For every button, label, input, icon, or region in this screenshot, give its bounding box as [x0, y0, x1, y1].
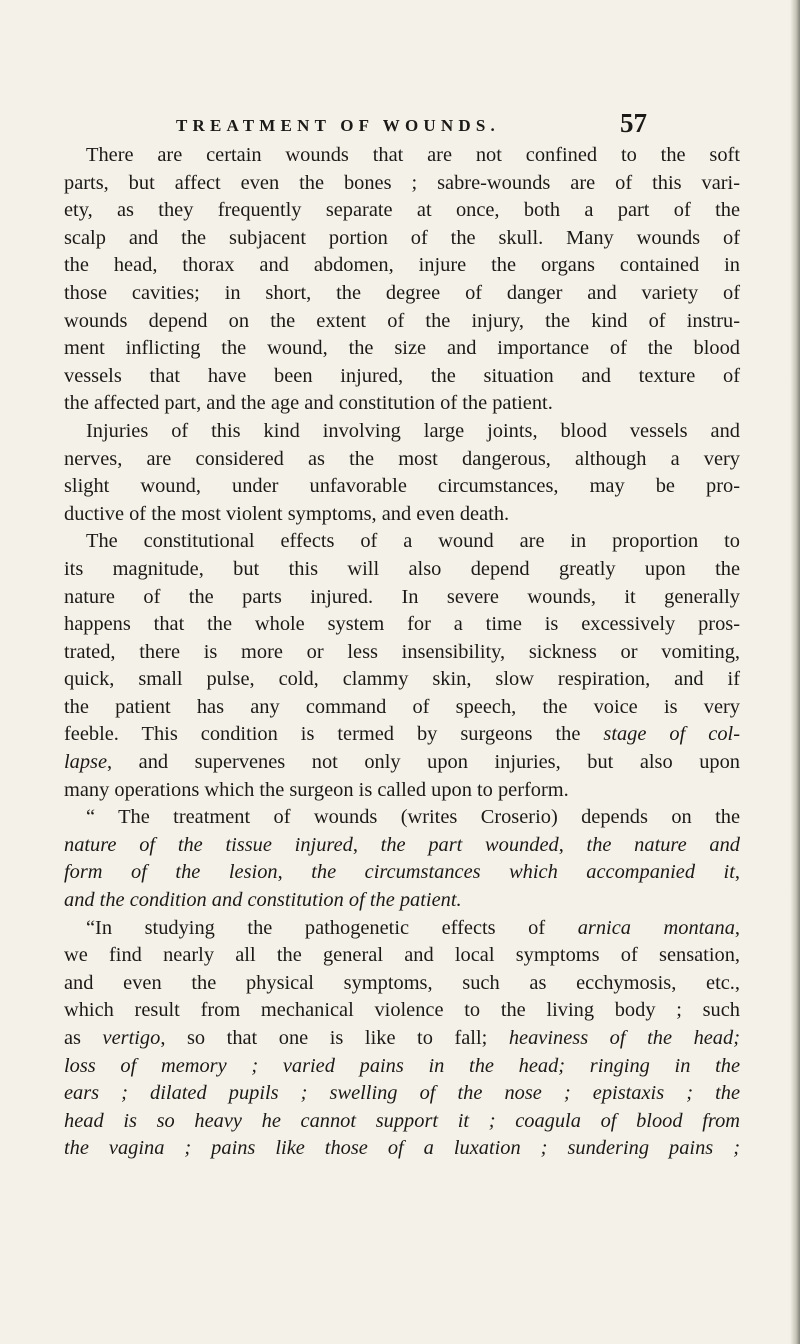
text-line: quick, small pulse, cold, clammy skin, slow respiration, and if [64, 668, 740, 691]
text-line: the affected part, and the age and constitution of the patient. [64, 392, 553, 415]
text-line: The constitutional effects of a wound are in proportion to [86, 530, 740, 553]
text-line: the patient has any command of speech, the voice is very [64, 695, 740, 718]
text-segment: feeble. This condition is termed by surgeons the [64, 723, 604, 746]
text-line: nerves, are considered as the most dangerous, although a very [64, 447, 740, 470]
text-line: slight wound, under unfavorable circumstances, may be pro- [64, 475, 740, 498]
text-segment: , [734, 861, 740, 884]
italic-text: ears ; dilated pupils ; swelling of the nose ; epistaxis ; the [64, 1082, 740, 1105]
text-segment: , [558, 833, 587, 856]
text-line: nature of the parts injured. In severe wounds, it generally [64, 585, 740, 608]
text-line: and even the physical symptoms, such as ecchymosis, etc., [64, 971, 740, 994]
text-line [64, 1080, 740, 1108]
text-line: which result from mechanical violence to the living body ; such [64, 999, 740, 1022]
text-segment: as [64, 1027, 103, 1049]
text-line: trated, there is more or less insensibility, sickness or vomiting, [64, 640, 740, 663]
text-line: wounds depend on the extent of the injury, the kind of instru- [64, 309, 740, 332]
italic-text: the circumstances which accompanied it [311, 861, 735, 884]
italic-text: the nature and [586, 833, 740, 856]
page-number: 57 [620, 108, 647, 138]
italic-text: nature of the tissue injured [64, 833, 353, 856]
text-line [64, 832, 740, 860]
running-head: TREATMENT OF WOUNDS. [176, 116, 500, 135]
text-line [64, 1053, 740, 1081]
text-line: parts, but affect even the bones ; sabre-wounds are of this vari- [64, 171, 740, 194]
text-line: scalp and the subjacent portion of the skull. Many wounds of [64, 226, 740, 249]
text-line [64, 887, 740, 915]
text-line: the head, thorax and abdomen, injure the organs contained in [64, 254, 740, 277]
italic-text: stage of col- [603, 723, 740, 746]
text-line: we find nearly all the general and local symptoms of sensation, [64, 944, 740, 967]
text-segment: “In studying the pathogenetic effects of [86, 916, 578, 939]
italic-text: and the condition and constitution of the patient. [64, 889, 462, 912]
text-line [64, 721, 740, 749]
text-line: its magnitude, but this will also depend greatly upon the [64, 557, 740, 580]
italic-text: loss of memory ; varied pains in the head; ringing in the [64, 1054, 740, 1077]
text-segment: , and supervenes not only upon injuries, but also upon [107, 751, 740, 774]
text-line: “ The treatment of wounds (writes Croserio) depends on the [86, 806, 740, 829]
text-line [64, 859, 740, 887]
italic-text: head is so heavy he cannot support it ; coagula of blood from [64, 1109, 740, 1132]
text-line: many operations which the surgeon is called upon to perform. [64, 778, 569, 801]
italic-text: the vagina ; pains like those of a luxation ; sundering pains ; [64, 1137, 740, 1160]
italic-text: the part wounded [380, 833, 559, 856]
italic-text: lapse [64, 751, 108, 774]
italic-text: arnica montana [577, 916, 735, 939]
body-text [64, 142, 740, 1163]
italic-text: heaviness of the head; [508, 1027, 740, 1049]
text-line [64, 915, 740, 943]
text-line: ment inflicting the wound, the size and importance of the blood [64, 337, 740, 360]
text-line [64, 1135, 740, 1163]
text-line [64, 1025, 740, 1053]
italic-text: form of the lesion [64, 861, 278, 884]
text-line: vessels that have been injured, the situation and texture of [64, 364, 740, 387]
text-segment: , [734, 916, 740, 939]
page-header [176, 108, 736, 146]
text-line: ety, as they frequently separate at once, both a part of the [64, 199, 740, 222]
text-line: those cavities; in short, the degree of danger and variety of [64, 281, 740, 304]
text-segment: , [352, 833, 381, 856]
text-line: ductive of the most violent symptoms, and even death. [64, 502, 510, 525]
text-segment: , [277, 861, 312, 884]
text-segment: , so that one is like to fall; [160, 1027, 509, 1049]
text-line [64, 1108, 740, 1136]
italic-text: vertigo [102, 1027, 161, 1049]
text-line [64, 749, 740, 777]
text-line: There are certain wounds that are not confined to the soft [86, 144, 740, 166]
text-line: Injuries of this kind involving large joints, blood vessels and [86, 419, 740, 442]
binding-shadow [790, 0, 800, 1344]
text-line: happens that the whole system for a time is excessively pros- [64, 613, 740, 636]
